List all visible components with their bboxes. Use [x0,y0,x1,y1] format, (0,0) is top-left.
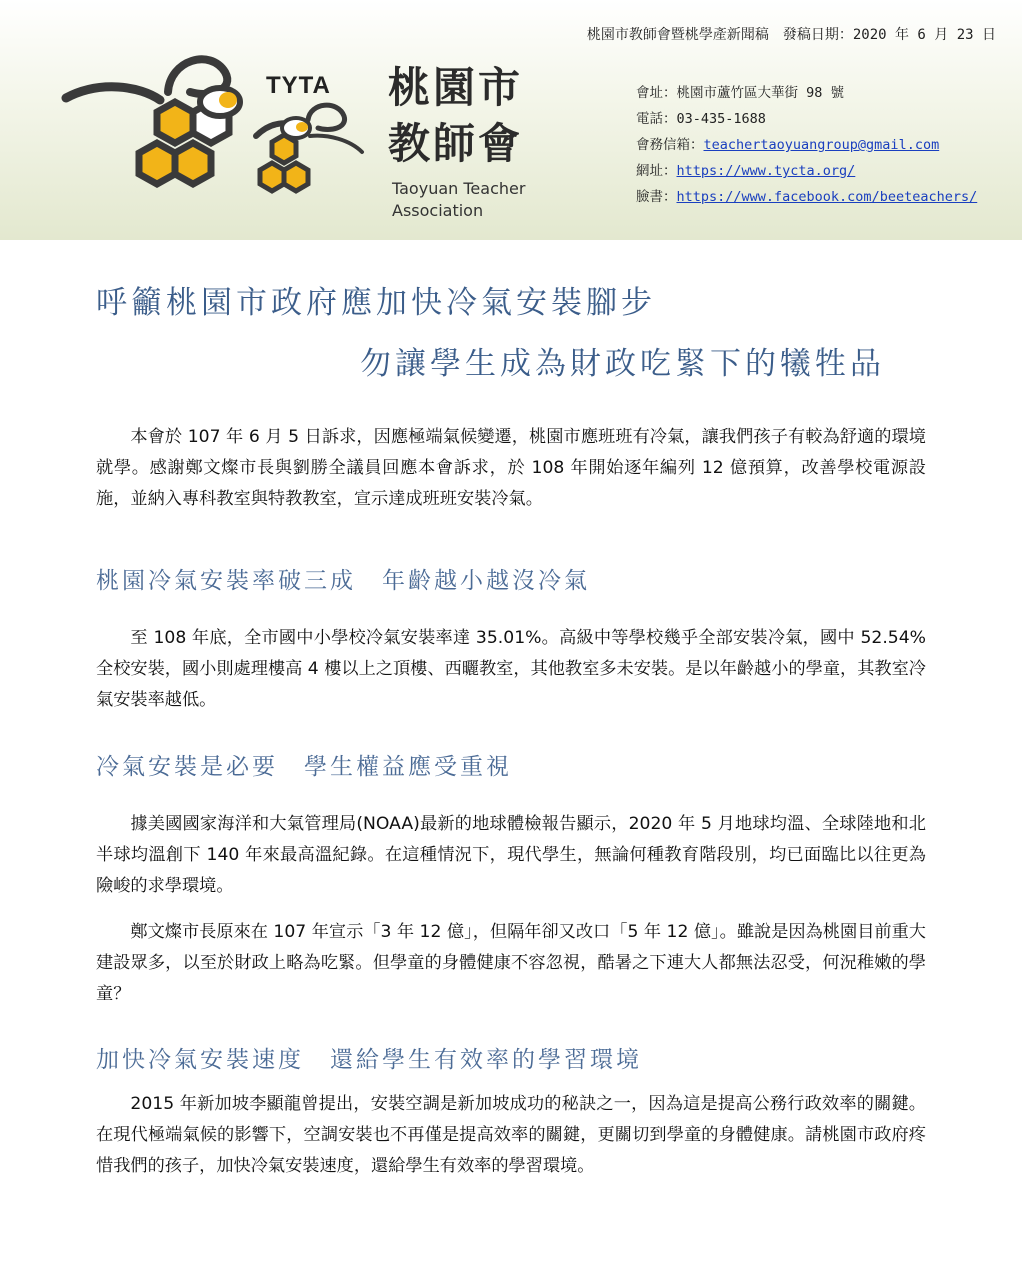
website-link[interactable]: https://www.tycta.org/ [676,163,856,179]
logo-abbreviation: TYTA [266,72,331,99]
section2-paragraph2: 鄭文燦市長原來在 107 年宣示「3 年 12 億」，但隔年卻又改口「5 年 12 億」。雖說是因為桃園目前重大建設眾多，以至於財政上略為吃緊。但學童的身體健康不容忽視，酷暑之下連大人都無法忍受，何況稚嫩的學童？ [96,922,926,1004]
email-label: 會務信箱： [636,137,704,153]
section1-heading: 桃園冷氣安裝率破三成 年齡越小越沒冷氣 [96,568,590,594]
section1-paragraph: 至 108 年底，全市國中小學校冷氣安裝率達 35.01%。高級中等學校幾乎全部安裝冷氣，國中 52.54%全校安裝，國小則處理樓高 4 樓以上之頂樓、西曬教室，其他教室多未安裝。是以年齡越小的學童，其教室冷氣安裝率越低。 [96,628,926,710]
org-name-english [392,178,525,222]
org-name-english-line2: Association [392,201,484,220]
facebook-link[interactable]: https://www.facebook.com/beeteachers/ [676,189,978,205]
section2-heading: 冷氣安裝是必要 學生權益應受重視 [96,754,512,780]
facebook-label: 臉書： [636,189,677,205]
release-info: 桃園市教師會暨桃學產新聞稿 發稿日期：2020 年 6 月 23 日 [586,27,996,43]
bee-honeycomb-logo [60,40,370,220]
section3-heading: 加快冷氣安裝速度 還給學生有效率的學習環境 [96,1047,642,1073]
website-line [636,158,977,184]
headline-line2: 勿讓學生成為財政吃緊下的犧牲品 [360,346,885,382]
contact-block [636,80,977,210]
address-line: 會址：桃園市蘆竹區大華街 98 號 [636,85,845,101]
website-label: 網址： [636,163,677,179]
email-link[interactable]: teachertaoyuangroup@gmail.com [703,137,940,153]
section2-paragraph1: 據美國國家海洋和大氣管理局(NOAA)最新的地球體檢報告顯示，2020 年 5 月地球均溫、全球陸地和北半球均溫創下 140 年來最高溫紀錄。在這種情況下，現代學生，無論何種教育階段別，均已面臨比以往更為險峻的求學環境。 [96,814,926,896]
org-name-chinese: 桃園市教師會 [388,63,524,168]
headline-line1: 呼籲桃園市政府應加快冷氣安裝腳步 [96,285,656,321]
intro-paragraph: 本會於 107 年 6 月 5 日訴求，因應極端氣候變遷，桃園市應班班有冷氣，讓我們孩子有較為舒適的環境就學。感謝鄭文燦市長與劉勝全議員回應本會訴求，於 108 年開始逐年編列 12 億預算，改善學校電源設施，並納入專科教室與特教教室，宣示達成班班安裝冷氣。 [96,427,926,509]
email-line [636,132,977,158]
facebook-line [636,184,977,210]
section3-paragraph: 2015 年新加坡李顯龍曾提出，安裝空調是新加坡成功的秘訣之一，因為這是提高公務行政效率的關鍵。在現代極端氣候的影響下，空調安裝也不再僅是提高效率的關鍵，更關切到學童的身體健康。請桃園市政府疼惜我們的孩子，加快冷氣安裝速度，還給學生有效率的學習環境。 [96,1094,926,1176]
phone-line: 電話：03-435-1688 [636,111,766,127]
org-name-english-line1: Taoyuan Teacher [392,179,526,198]
